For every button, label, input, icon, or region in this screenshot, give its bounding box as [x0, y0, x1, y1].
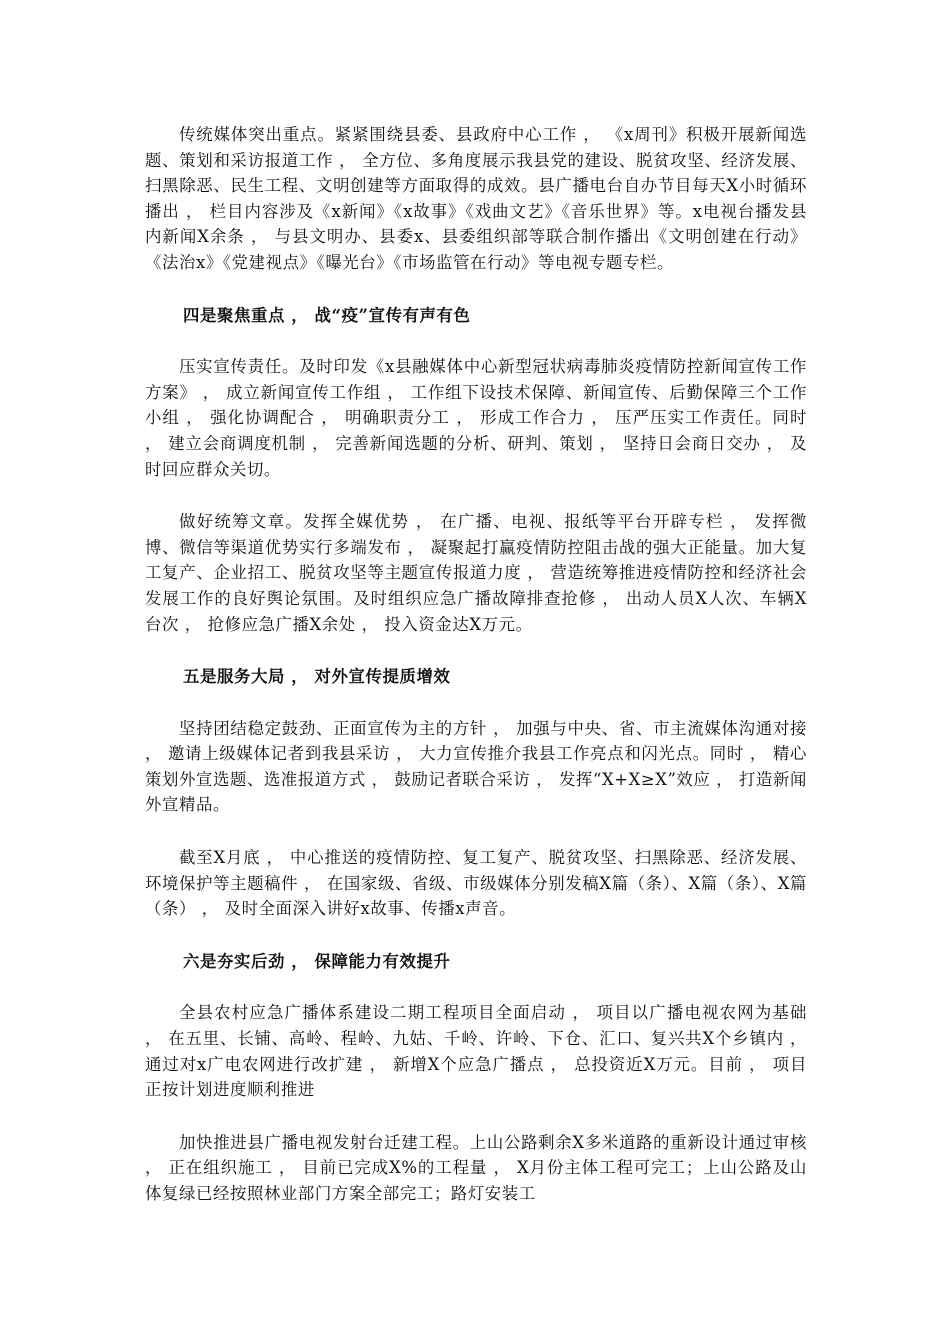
paragraph-emergency-broadcast: 全县农村应急广播体系建设二期工程项目全面启动 ， 项目以广播电视农网为基础 ， 在五里、长铺、高岭、程岭、九姑、千岭、许岭、下仓、汇口、复兴共X个乡镇内 ， 通过对x广电农网进行改扩建 ， 新增X个应急广播点 ， 总投资近X万元。目前 ， 项目正按计划进度顺利推进 — [145, 1003, 807, 1100]
paragraph-responsibility: 压实宣传责任。及时印发《x县融媒体中心新型冠状病毒肺炎疫情防控新闻宣传工作方案》 ， 成立新闻宣传工作组 ， 工作组下设技术保障、新闻宣传、后勤保障三个工作小组 ， 强化协调配合 ， 明确职责分工 ， 形成工作合力 ， 压严压实工作责任。同时 ， 建立会商调度机制 ， 完善新闻选题的分析、研判、策划 ， 坚持日会商日交办 ， 及时回应群众关切。 — [145, 357, 807, 479]
paragraph-publication-stats: 截至X月底 ， 中心推送的疫情防控、复工复产、脱贫攻坚、扫黑除恶、经济发展、环境保护等主题稿件 ， 在国家级、省级、市级媒体分别发稿X篇（条）、X篇（条）、X篇（条） ， 及时全面深入讲好x故事、传播x声音。 — [145, 848, 807, 919]
paragraph-external-publicity: 坚持团结稳定鼓劲、正面宣传为主的方针 ， 加强与中央、省、市主流媒体沟通对接 ， 邀请上级媒体记者到我县采访 ， 大力宣传推介我县工作亮点和闪光点。同时 ， 精心策划外宣选题、选准报道方式 ， 鼓励记者联合采访 ， 发挥“X+X≥X”效应 ， 打造新闻外宣精品。 — [145, 718, 807, 815]
paragraph-coordination: 做好统筹文章。发挥全媒优势 ， 在广播、电视、报纸等平台开辟专栏 ， 发挥微博、微信等渠道优势实行多端发布 ， 凝聚起打赢疫情防控阻击战的强大正能量。加大复工复产、企业招工、脱贫攻坚等主题宣传报道力度 ， 营造统筹推进疫情防控和经济社会发展工作的良好舆论氛围。及时组织应急广播故障排查抢修 ， 出动人员X人次、车辆X台次 ， 抢修应急广播X余处 ， 投入资金达X万元。 — [145, 512, 807, 634]
paragraph-transmitter-relocation: 加快推进县广播电视发射台迁建工程。上山公路剩余X多米道路的重新设计通过审核 ， 正在组织施工 ， 目前已完成X%的工程量 ， X月份主体工程可完工；上山公路及山体复绿已经按照林业部门方案全部完工；路灯安装工 — [145, 1132, 807, 1203]
section-heading-four: 四是聚焦重点 ， 战“疫”宣传有声有色 — [183, 305, 471, 325]
paragraph-traditional-media: 传统媒体突出重点。紧紧围绕县委、县政府中心工作 ， 《x周刊》积极开展新闻选题、策划和采访报道工作 ， 全方位、多角度展示我县党的建设、脱贫攻坚、经济发展、扫黑除恶、民生工程、文明创建等方面取得的成效。县广播电台自办节目每天X小时循环播出 ， 栏目内容涉及《x新闻》《x故事》《戏曲文艺》《音乐世界》等。x电视台播发县内新闻X余条 ， 与县文明办、县委x、县委组织部等联合制作播出《文明创建在行动》《法治x》《党建视点》《曝光台》《市场监管在行动》等电视专题专栏。 — [145, 125, 807, 272]
document-page — [145, 122, 807, 1234]
section-heading-six: 六是夯实后劲 ， 保障能力有效提升 — [183, 951, 451, 971]
section-heading-five: 五是服务大局 ， 对外宣传提质增效 — [183, 667, 451, 687]
